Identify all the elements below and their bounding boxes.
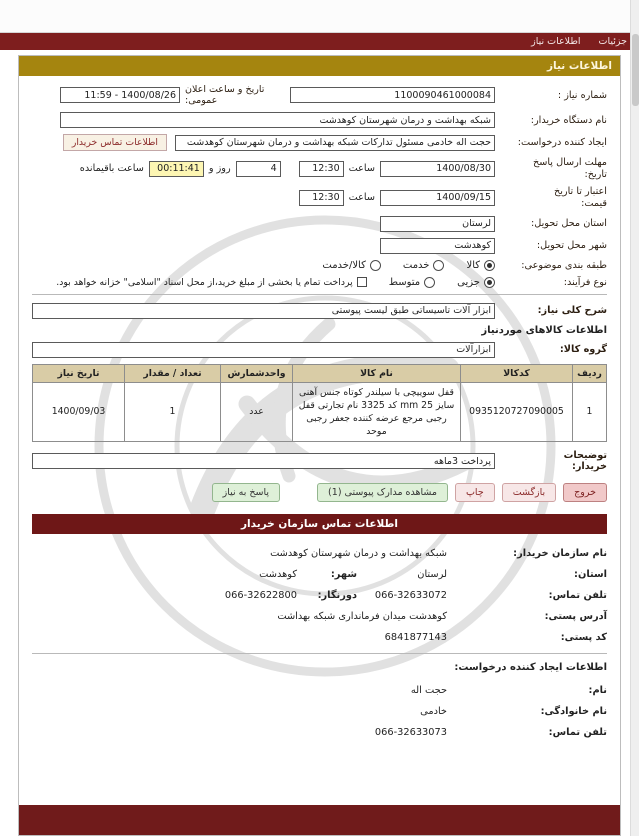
- goods-group-label: گروه کالا:: [559, 344, 607, 356]
- creator-info-title: اطلاعات ایجاد کننده درخواست:: [454, 661, 607, 673]
- row-contact-province-city: [32, 569, 607, 580]
- cell-row-number: 1: [573, 382, 607, 441]
- contact-city-label: شهر:: [330, 568, 357, 580]
- action-buttons: [32, 483, 607, 502]
- divider: [32, 653, 607, 654]
- deadline-date-field[interactable]: 1400/08/30: [380, 161, 495, 177]
- delivery-province-field[interactable]: لرستان: [380, 216, 495, 232]
- deadline-time-field[interactable]: 12:30: [299, 161, 344, 177]
- contact-fax-label: دورنگار:: [317, 589, 357, 601]
- buyer-org-field[interactable]: شبکه بهداشت و درمان شهرستان کوهدشت: [60, 112, 495, 128]
- remaining-time-field: 00:11:41: [149, 161, 204, 177]
- contact-org-value: شبکه بهداشت و درمان شهرستان کوهدشت: [270, 547, 447, 559]
- section-header-bar: [19, 56, 620, 76]
- goods-section-title: اطلاعات کالاهای موردنیاز: [481, 324, 607, 336]
- radio-both-label: کالا/خدمت: [322, 259, 366, 271]
- row-request-creator: [32, 134, 607, 151]
- creator-last-name-label: نام خانوادگی:: [540, 705, 607, 717]
- scrollbar[interactable]: [630, 0, 639, 836]
- row-delivery-province: [32, 216, 607, 232]
- price-validity-label-line1: اعتبار تا تاریخ: [553, 186, 607, 198]
- row-goods-group: [32, 342, 607, 358]
- validity-date-field[interactable]: 1400/09/15: [380, 190, 495, 206]
- radio-medium-label: متوسط: [388, 276, 421, 288]
- view-attachments-button[interactable]: مشاهده مدارک پیوستی (1): [317, 483, 448, 502]
- validity-hour-label: ساعت: [348, 192, 375, 204]
- creator-phone-value: 066-32633073: [374, 726, 447, 738]
- radio-both-icon: [370, 260, 381, 271]
- announce-datetime-label: تاریخ و ساعت اعلان عمومی:: [185, 84, 265, 106]
- radio-minor-label: جزیی: [457, 276, 480, 288]
- buyer-contact-header: اطلاعات تماس سازمان خریدار: [32, 514, 607, 534]
- contact-address-label: آدرس پستی:: [544, 610, 607, 622]
- exit-button[interactable]: خروج: [563, 483, 607, 502]
- goods-table-header-row: [33, 364, 607, 382]
- contact-province-label: استان:: [574, 568, 607, 580]
- buyer-notes-label-line2: خریدار:: [571, 461, 607, 473]
- goods-table: [32, 364, 607, 442]
- top-tab-bar: [0, 33, 639, 50]
- radio-classification-goods[interactable]: [466, 260, 495, 271]
- radio-classification-both[interactable]: [322, 260, 381, 271]
- remaining-time-label: ساعت باقیمانده: [79, 163, 144, 175]
- col-header-code: کدکالا: [461, 364, 573, 382]
- row-delivery-city: [32, 238, 607, 254]
- row-buyer-notes: [32, 450, 607, 473]
- footer-bar: [19, 805, 620, 835]
- respond-button[interactable]: پاسخ به نیاز: [212, 483, 280, 502]
- request-creator-label: ایجاد کننده درخواست:: [517, 137, 607, 148]
- goods-group-field[interactable]: ابزارآلات: [32, 342, 495, 358]
- row-buyer-org: [32, 112, 607, 128]
- back-button[interactable]: بازگشت: [502, 483, 556, 502]
- section-header-title: اطلاعات نیاز: [547, 60, 612, 72]
- goods-table-row: [33, 382, 607, 441]
- contact-phone-value: 066-32633072: [374, 589, 447, 601]
- contact-province-value: لرستان: [417, 568, 447, 580]
- cell-need-date: 1400/09/03: [33, 382, 125, 441]
- radio-medium-icon: [424, 277, 435, 288]
- description-field[interactable]: ابزار آلات تاسیساتی طبق لیست پیوستی: [32, 303, 495, 319]
- classification-label: طبقه بندی موضوعی:: [521, 259, 607, 271]
- treasury-checkbox[interactable]: [357, 277, 367, 287]
- creator-first-name-label: نام:: [588, 684, 607, 696]
- buyer-contact-info-button[interactable]: اطلاعات تماس خریدار: [63, 134, 167, 151]
- scrollbar-thumb[interactable]: [632, 34, 639, 106]
- form-content: [19, 76, 620, 784]
- cell-unit: عدد: [221, 382, 293, 441]
- contact-address-value: کوهدشت میدان فرمانداری شبکه بهداشت: [277, 610, 447, 622]
- announce-datetime-field[interactable]: 1400/08/26 - 11:59: [60, 87, 180, 103]
- radio-service-icon: [433, 260, 444, 271]
- days-label: روز و: [208, 163, 231, 175]
- radio-process-minor[interactable]: [457, 277, 495, 288]
- col-header-unit: واحدشمارش: [221, 364, 293, 382]
- row-need-number: [32, 84, 607, 106]
- contact-fax-value: 066-32622800: [224, 589, 297, 601]
- contact-org-label: نام سازمان خریدار:: [513, 547, 607, 559]
- deadline-hour-label: ساعت: [348, 163, 375, 175]
- tab-need-info[interactable]: اطلاعات نیاز: [531, 36, 581, 47]
- delivery-city-label: شهر محل تحویل:: [536, 240, 607, 252]
- row-creator-last-name: [32, 706, 607, 717]
- browser-top-strip: [0, 0, 639, 33]
- days-count-field[interactable]: 4: [236, 161, 281, 177]
- row-creator-first-name: [32, 685, 607, 696]
- description-label: شرح کلی نیاز:: [537, 305, 607, 317]
- row-creator-phone: [32, 727, 607, 738]
- buyer-notes-label: [495, 450, 607, 473]
- row-classification: [32, 260, 607, 271]
- col-header-qty: تعداد / مقدار: [125, 364, 221, 382]
- price-validity-label: [495, 186, 607, 209]
- creator-phone-label: تلفن تماس:: [548, 726, 607, 738]
- radio-classification-service[interactable]: [403, 260, 445, 271]
- row-response-deadline: [32, 157, 607, 180]
- buyer-notes-field[interactable]: پرداخت 3ماهه: [32, 453, 495, 469]
- creator-last-name-value: خادمی: [420, 705, 447, 717]
- col-header-name: نام کالا: [293, 364, 461, 382]
- print-button[interactable]: چاپ: [455, 483, 495, 502]
- response-deadline-label: [495, 157, 607, 180]
- request-creator-field[interactable]: حجت اله خادمی مسئول تدارکات شبکه بهداشت و درمان شهرستان کوهدشت: [175, 135, 495, 151]
- contact-phone-label: تلفن تماس:: [548, 589, 607, 601]
- delivery-city-field[interactable]: کوهدشت: [380, 238, 495, 254]
- main-panel: [18, 55, 621, 836]
- divider: [32, 294, 607, 295]
- contact-city-value: کوهدشت: [259, 568, 297, 580]
- validity-time-field[interactable]: 12:30: [299, 190, 344, 206]
- need-number-label: شماره نیاز :: [557, 89, 607, 101]
- radio-goods-icon: [484, 260, 495, 271]
- radio-goods-label: کالا: [466, 259, 480, 271]
- response-deadline-label-line1: مهلت ارسال پاسخ: [532, 157, 607, 168]
- row-contact-address: [32, 611, 607, 622]
- cell-goods-code: 0935120727090005: [461, 382, 573, 441]
- treasury-note: پرداخت تمام یا بخشی از مبلغ خرید،از محل اسناد "اسلامی" خزانه خواهد بود.: [56, 276, 353, 288]
- contact-postal-value: 6841877143: [384, 631, 447, 643]
- row-contact-org: [32, 548, 607, 559]
- row-price-validity: [32, 186, 607, 209]
- creator-first-name-value: حجت اله: [410, 684, 447, 696]
- radio-process-medium[interactable]: [389, 277, 435, 288]
- buyer-notes-label-line1: توضیحات: [563, 449, 607, 461]
- row-description: [32, 303, 607, 319]
- process-type-label: نوع فرآیند:: [563, 276, 607, 288]
- row-process-type: [32, 277, 607, 288]
- col-header-date: تاریخ نیاز: [33, 364, 125, 382]
- radio-service-label: خدمت: [402, 259, 430, 271]
- delivery-province-label: استان محل تحویل:: [531, 218, 607, 230]
- cell-quantity: 1: [125, 382, 221, 441]
- response-deadline-label-line2: تاریخ:: [584, 168, 607, 180]
- contact-postal-label: کد پستی:: [560, 631, 607, 643]
- need-number-field[interactable]: 1100090461000084: [290, 87, 495, 103]
- price-validity-label-line2: قیمت:: [581, 197, 607, 209]
- row-contact-postal: [32, 632, 607, 643]
- col-header-row: ردیف: [573, 364, 607, 382]
- row-contact-phone-fax: [32, 590, 607, 601]
- cell-goods-name: قفل سوییچی با سیلندر کوتاه جنس آهنی سایز 25 mm کد 3325 نام تجارتی قفل رجبی مرجع عرضه کننده جعفر رجبی موحد: [293, 382, 461, 441]
- buyer-org-label: نام دستگاه خریدار:: [530, 114, 607, 126]
- radio-minor-icon: [484, 277, 495, 288]
- tab-details[interactable]: جزئیات: [598, 36, 627, 47]
